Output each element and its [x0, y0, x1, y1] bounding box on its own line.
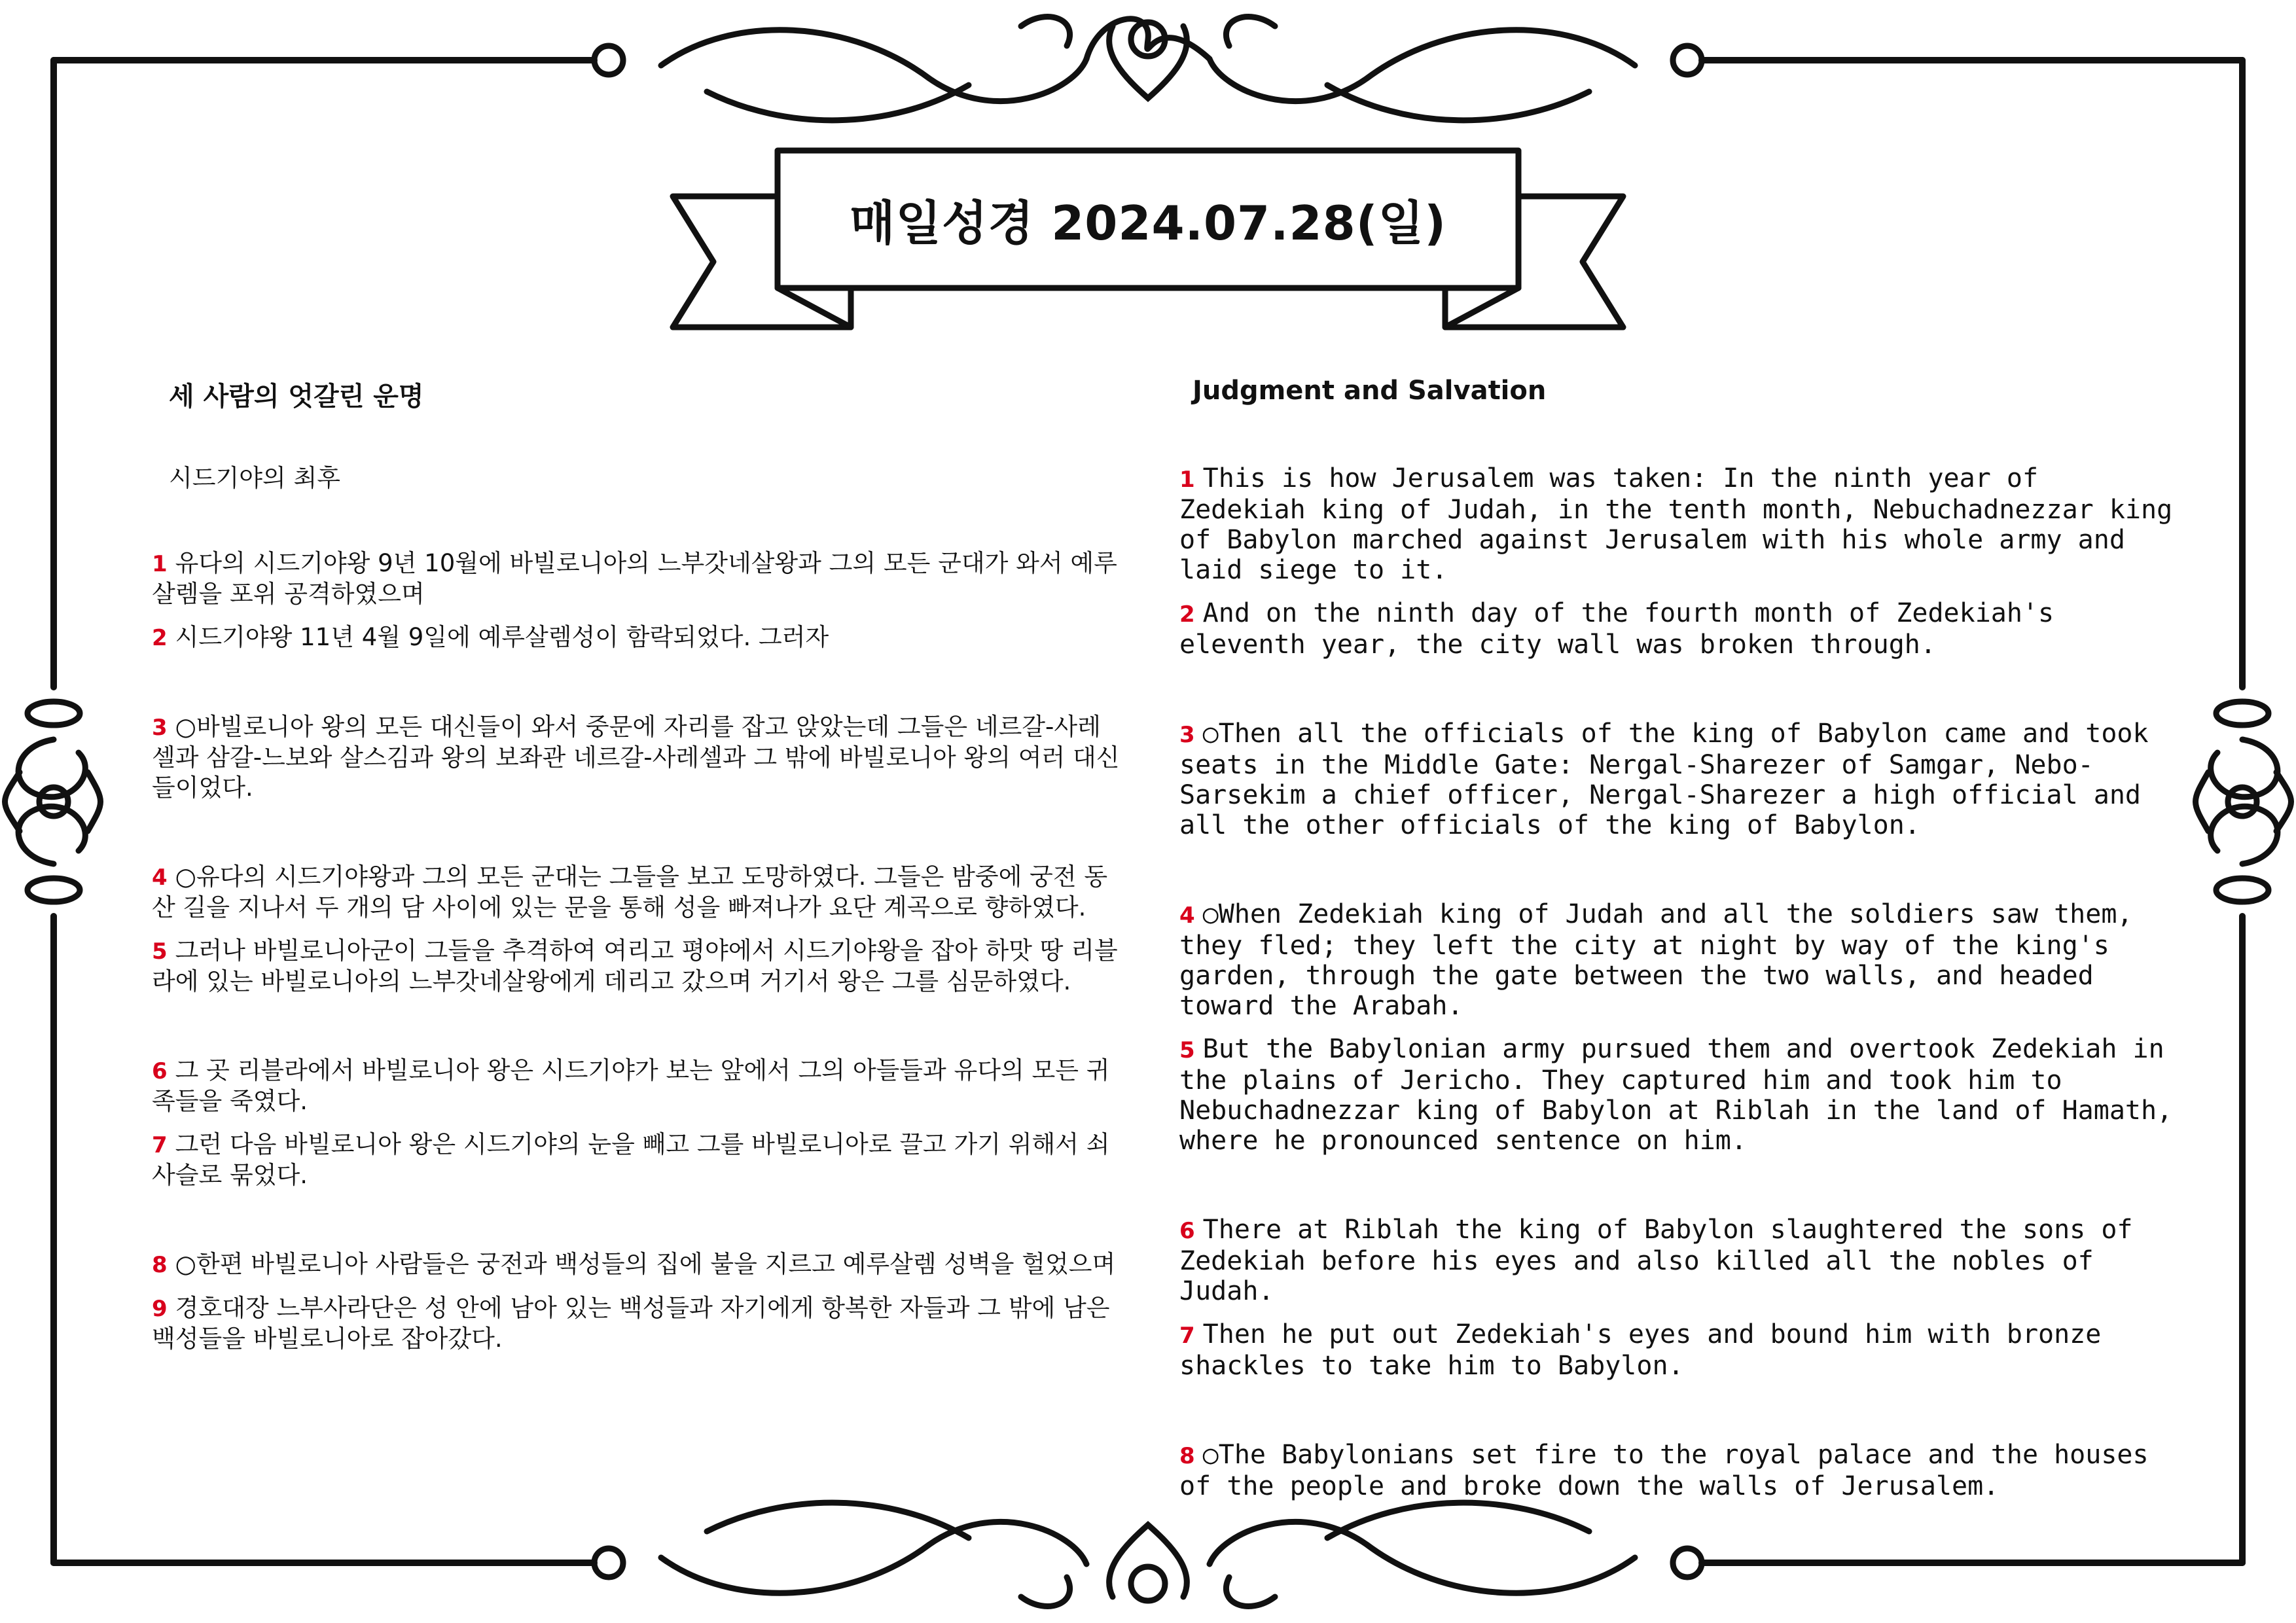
verse-text: 시드기야왕 11년 4월 9일에 예루살렘성이 함락되었다. 그러자	[175, 623, 829, 651]
verse-text: But the Babylonian army pursued them and overtook Zedekiah in the plains of Jericho. They captured him and took him to Nebuchadnezzar king of Babylon at Riblah in the land of Hamath, where he pronounced sentence on him.	[1179, 1034, 2173, 1156]
verse-text: And on the ninth day of the fourth month of Zedekiah's eleventh year, the city wall was broken through.	[1179, 598, 2054, 660]
korean-verse-2	[152, 622, 1121, 653]
verse-number: 8	[152, 1252, 168, 1278]
left-flourish	[5, 702, 101, 902]
top-flourish	[594, 17, 1702, 120]
verse-text: ○When Zedekiah king of Judah and all the soldiers saw them, they fled; they left the city at night by way of the king's garden, through the gate between the two walls, and headed toward the Arabah.	[1179, 899, 2133, 1021]
verse-number: 5	[1179, 1037, 1195, 1063]
verse-number: 6	[152, 1058, 168, 1084]
verse-number: 3	[1179, 722, 1195, 748]
english-column	[1179, 463, 2174, 1501]
korean-column	[152, 463, 1121, 1354]
english-verse-1	[1179, 463, 2174, 585]
korean-verse-6	[152, 1056, 1121, 1116]
verse-text: 그러나 바빌로니아군이 그들을 추격하여 여리고 평야에서 시드기야왕을 잡아 하맛 땅 리블라에 있는 바빌로니아의 느부갓네살왕에게 데리고 갔으며 거기서 왕은 그를 심문하였다.	[152, 936, 1118, 995]
verse-number: 2	[152, 625, 168, 651]
english-heading: Judgment and Salvation	[1193, 376, 1547, 406]
verse-number: 3	[152, 715, 168, 741]
english-verse-5	[1179, 1034, 2174, 1156]
verse-number: 7	[1179, 1323, 1195, 1349]
verse-number: 1	[152, 551, 168, 577]
korean-verse-5	[152, 936, 1121, 997]
english-verse-2	[1179, 598, 2174, 660]
english-verse-8	[1179, 1440, 2174, 1501]
verse-number: 1	[1179, 467, 1195, 493]
verse-number: 9	[152, 1296, 168, 1322]
right-flourish	[2196, 702, 2291, 902]
verse-text: 경호대장 느부사라단은 성 안에 남아 있는 백성들과 자기에게 항복한 자들과 그 밖에 남은 백성들을 바빌로니아로 잡아갔다.	[152, 1294, 1110, 1353]
verse-number: 5	[152, 938, 168, 965]
verse-text: ○한편 바빌로니아 사람들은 궁전과 백성들의 집에 불을 지르고 예루살렘 성벽을 헐었으며	[175, 1250, 1116, 1278]
verse-number: 4	[1179, 902, 1195, 929]
verse-number: 2	[1179, 601, 1195, 628]
verse-text: 그런 다음 바빌로니아 왕은 시드기야의 눈을 빼고 그를 바빌로니아로 끌고 가기 위해서 쇠사슬로 묶었다.	[152, 1130, 1110, 1189]
korean-subheading: 시드기야의 최후	[169, 464, 340, 492]
korean-verse-7	[152, 1130, 1121, 1190]
korean-verse-4	[152, 862, 1121, 923]
verse-number: 8	[1179, 1443, 1195, 1469]
page-title: 매일성경 2024.07.28(일)	[849, 196, 1447, 251]
korean-heading: 세 사람의 엇갈린 운명	[169, 382, 424, 412]
english-verse-4	[1179, 899, 2174, 1021]
korean-verse-1	[152, 548, 1121, 609]
verse-text: ○유다의 시드기야왕과 그의 모든 군대는 그들을 보고 도망하였다. 그들은 밤중에 궁전 동산 길을 지나서 두 개의 담 사이에 있는 문을 통해 성을 빠져나가 요단 계곡으로 향하였다.	[152, 863, 1108, 921]
bottom-flourish	[594, 1503, 1702, 1606]
verse-text: ○바빌로니아 왕의 모든 대신들이 와서 중문에 자리를 잡고 앉았는데 그들은 네르갈-사레셀과 삼갈-느보와 살스김과 왕의 보좌관 네르갈-사레셀과 그 밖에 바빌로니아 왕의 여러 대신들이었다.	[152, 713, 1120, 802]
verse-text: This is how Jerusalem was taken: In the ninth year of Zedekiah king of Judah, in the tenth month, Nebuchadnezzar king of Babylon marched against Jerusalem with his whole army and laid siege to it.	[1179, 463, 2173, 585]
verse-number: 6	[1179, 1218, 1195, 1244]
verse-text: ○Then all the officials of the king of Babylon came and took seats in the Middle Gate: Nergal-Sharezer of Samgar, Nebo-Sarsekim a chief officer, Nergal-Sharezer a high official and all the other officials of the king of Babylon.	[1179, 719, 2149, 840]
verse-number: 7	[152, 1132, 168, 1158]
korean-verse-9	[152, 1293, 1121, 1354]
verse-text: There at Riblah the king of Babylon slaughtered the sons of Zedekiah before his eyes and also killed all the nobles of Judah.	[1179, 1215, 2133, 1306]
english-verse-6	[1179, 1215, 2174, 1306]
korean-verse-8	[152, 1249, 1121, 1280]
english-verse-3	[1179, 719, 2174, 840]
verse-text: ○The Babylonians set fire to the royal palace and the houses of the people and broke down the walls of Jerusalem.	[1179, 1440, 2149, 1501]
verse-text: 유다의 시드기야왕 9년 10월에 바빌로니아의 느부갓네살왕과 그의 모든 군대가 와서 예루살렘을 포위 공격하였으며	[152, 549, 1117, 608]
korean-verse-3	[152, 712, 1121, 803]
verse-text: Then he put out Zedekiah's eyes and bound him with bronze shackles to take him to Babylon.	[1179, 1319, 2102, 1381]
verse-text: 그 곳 리블라에서 바빌로니아 왕은 시드기야가 보는 앞에서 그의 아들들과 유다의 모든 귀족들을 죽였다.	[152, 1056, 1110, 1115]
verse-number: 4	[152, 865, 168, 891]
english-verse-7	[1179, 1319, 2174, 1381]
